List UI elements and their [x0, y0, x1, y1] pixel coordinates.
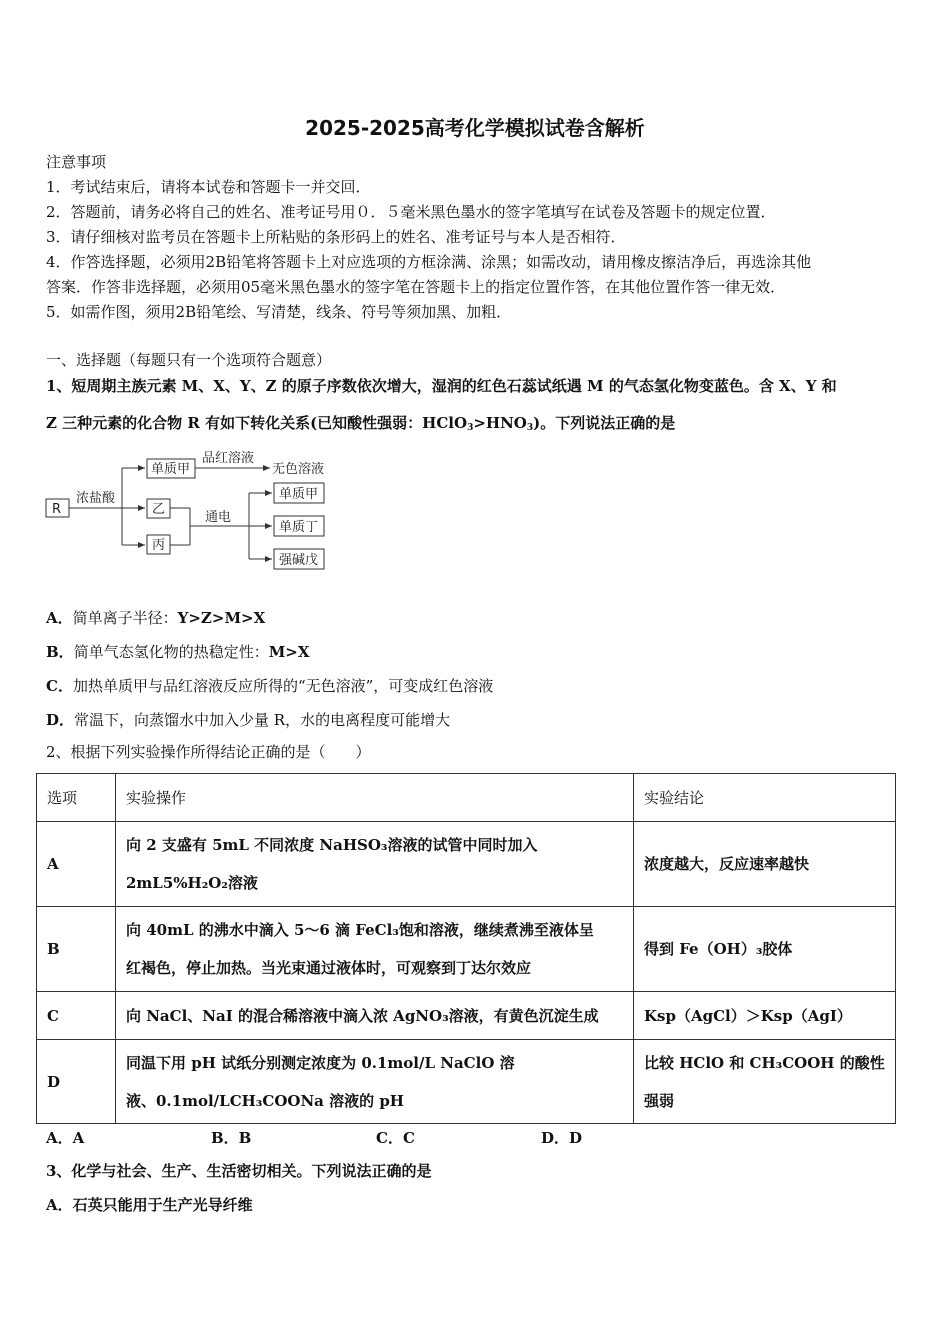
q2-option-a[interactable]: A．A — [46, 1129, 85, 1147]
option-cell: B — [37, 907, 116, 992]
q3-stem: 3、化学与社会、生产、生活密切相关。下列说法正确的是 — [46, 1162, 432, 1180]
operation-cell: 向 40mL 的沸水中滴入 5～6 滴 FeCl₃饱和溶液，继续煮沸至液体呈 红褐色，停止加热。当光束通过液体时，可观察到丁达尔效应 — [116, 907, 634, 992]
table-header-row — [37, 774, 896, 822]
notice-item: 2．答题前，请务必将自己的姓名、准考证号用０．５毫米黑色墨水的签字笔填写在试卷及答题卡的规定位置． — [46, 203, 776, 221]
table-header: 实验结论 — [634, 774, 896, 822]
notice-item: 答案．作答非选择题，必须用05毫米黑色墨水的签字笔在答题卡上的指定位置作答，在其他位置作答一律无效． — [46, 278, 786, 296]
notice-item: 4．作答选择题，必须用2B铅笔将答题卡上对应选项的方框涂满、涂黑；如需改动，请用橡皮擦洁净后，再选涂其他 — [46, 253, 812, 271]
operation-cell: 向 2 支盛有 5mL 不同浓度 NaHSO₃溶液的试管中同时加入 2mL5%H₂O₂溶液 — [116, 822, 634, 907]
notice-item: 5．如需作图，须用2B铅笔绘、写清楚，线条、符号等须加黑、加粗． — [46, 303, 512, 321]
q1-option-a[interactable]: A．简单离子半径：Y>Z>M>X — [46, 609, 266, 627]
notice-item: 1．考试结束后，请将本试卷和答题卡一并交回． — [46, 178, 371, 196]
conclusion-cell: Ksp（AgCl）＞Ksp（AgI） — [634, 992, 896, 1040]
section-heading: 一、选择题（每题只有一个选项符合题意） — [46, 351, 332, 369]
label-acid: 浓盐酸 — [76, 491, 116, 506]
table-row — [37, 822, 896, 907]
q2-stem: 2、根据下列实验操作所得结论正确的是（ ） — [46, 743, 371, 761]
q1-option-b[interactable]: B．简单气态氢化物的热稳定性：M>X — [46, 643, 310, 661]
label-yi: 乙 — [152, 502, 166, 517]
q2-option-d[interactable]: D．D — [541, 1129, 583, 1147]
operation-cell: 向 NaCl、NaI 的混合稀溶液中滴入浓 AgNO₃溶液，有黄色沉淀生成 — [116, 992, 634, 1040]
label-out2: 单质丁 — [279, 520, 319, 535]
page-title: 2025-2025高考化学模拟试卷含解析 — [305, 116, 645, 140]
notice-item: 3．请仔细核对监考员在答题卡上所粘贴的条形码上的姓名、准考证号与本人是否相符． — [46, 228, 626, 246]
table-row — [37, 907, 896, 992]
q2-option-c[interactable]: C．C — [376, 1129, 415, 1147]
q2-option-b[interactable]: B．B — [211, 1129, 252, 1147]
table-row — [37, 992, 896, 1040]
table-header: 选项 — [37, 774, 116, 822]
operation-cell: 同温下用 pH 试纸分别测定浓度为 0.1mol/L NaClO 溶 液、0.1mol/LCH₃COONa 溶液的 pH — [116, 1040, 634, 1124]
notice-heading: 注意事项 — [46, 153, 107, 171]
label-r: R — [52, 502, 62, 517]
label-colorless: 无色溶液 — [272, 462, 325, 477]
q3-option-a[interactable]: A．石英只能用于生产光导纤维 — [46, 1196, 253, 1214]
q1-stem-line2: Z 三种元素的化合物 R 有如下转化关系(已知酸性强弱：$HClO_3>HNO_3$)。下列说法正确的是 — [46, 414, 676, 433]
q1-option-d[interactable]: D．常温下，向蒸馏水中加入少量 R，水的电离程度可能增大 — [46, 711, 451, 729]
option-cell: D — [37, 1040, 116, 1124]
conclusion-cell: 得到 Fe（OH）₃胶体 — [634, 907, 896, 992]
option-cell: C — [37, 992, 116, 1040]
label-out1: 单质甲 — [279, 487, 319, 502]
label-bing: 丙 — [152, 538, 166, 553]
q1-option-c[interactable]: C．加热单质甲与品红溶液反应所得的“无色溶液”，可变成红色溶液 — [46, 677, 494, 695]
q1-stem-line1: 1、短周期主族元素 M、X、Y、Z 的原子序数依次增大，湿润的红色石蕊试纸遇 M 的气态氢化物变蓝色。含 X、Y 和 — [46, 377, 837, 395]
label-out3: 强碱戊 — [279, 553, 319, 568]
option-cell: A — [37, 822, 116, 907]
q2-table — [36, 773, 896, 1124]
table-row — [37, 1040, 896, 1124]
conclusion-cell: 浓度越大，反应速率越快 — [634, 822, 896, 907]
label-reagent: 品红溶液 — [202, 451, 255, 466]
label-jia: 单质甲 — [151, 462, 191, 477]
table-header: 实验操作 — [116, 774, 634, 822]
reaction-diagram — [40, 448, 340, 578]
label-electrolysis: 通电 — [205, 510, 232, 525]
conclusion-cell: 比较 HClO 和 CH₃COOH 的酸性 强弱 — [634, 1040, 896, 1124]
